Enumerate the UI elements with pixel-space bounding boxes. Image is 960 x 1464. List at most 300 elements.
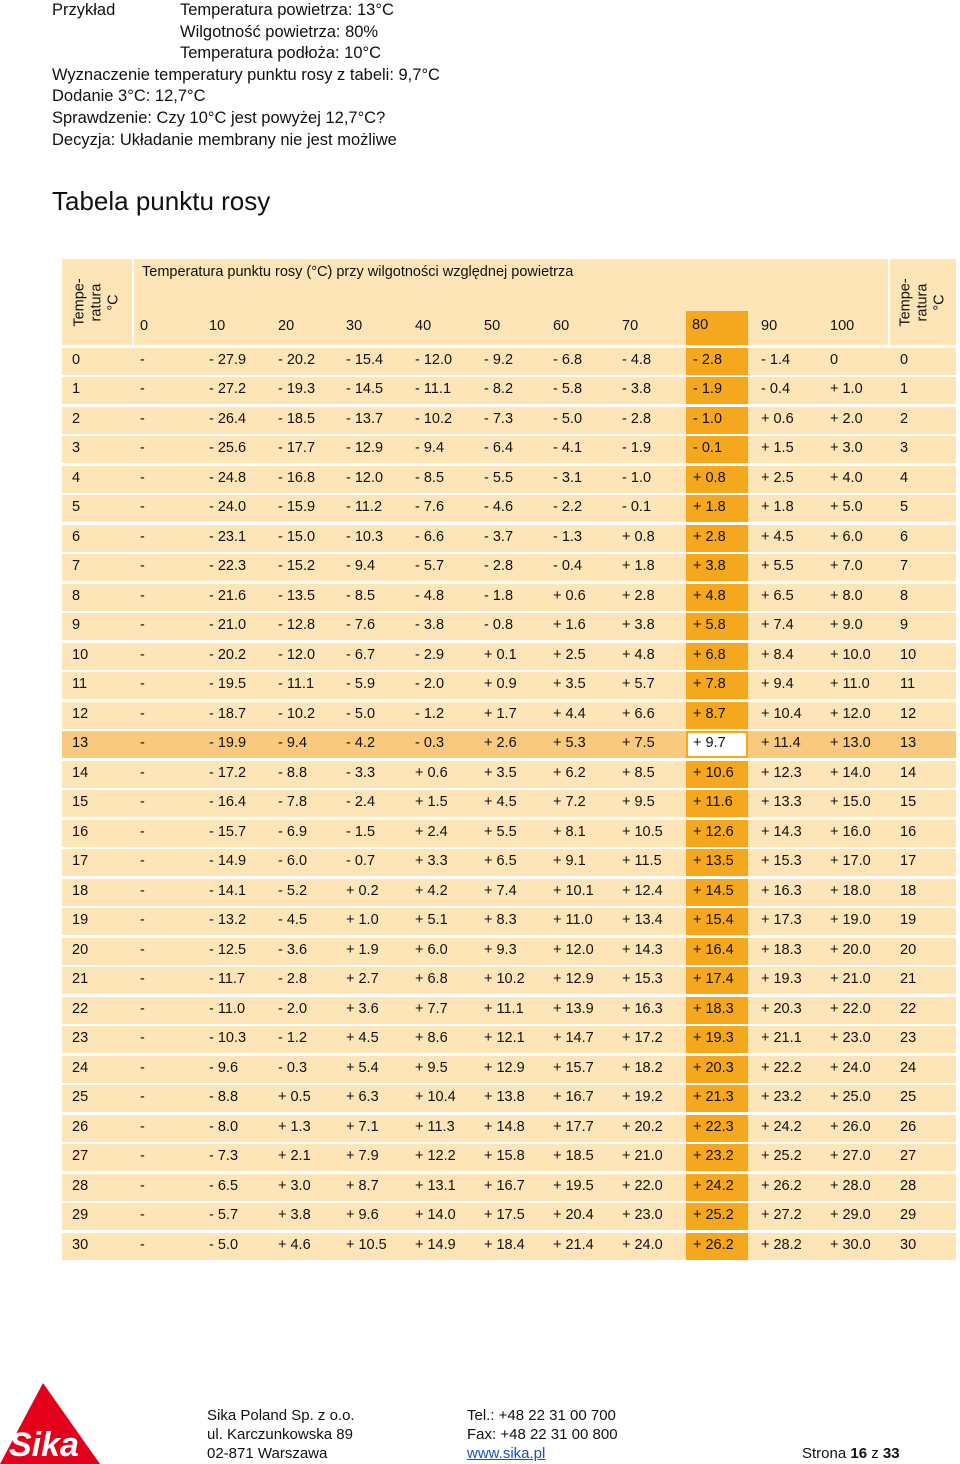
row-temperature: 6 [72, 528, 81, 545]
dew-point-value: + 20.3 [761, 1000, 802, 1017]
dew-point-value: + 3.8 [278, 1207, 311, 1224]
row-temperature: 20 [72, 941, 89, 958]
dew-point-value: + 6.0 [830, 528, 863, 545]
footer-address [207, 1406, 355, 1463]
dew-point-value: + 18.3 [693, 1000, 734, 1017]
row-temperature-right: 19 [900, 912, 917, 929]
dew-point-value: - 10.3 [209, 1030, 247, 1047]
table-row [62, 1233, 956, 1260]
dew-point-value: + 0.2 [346, 882, 379, 899]
table-row [62, 495, 956, 522]
table-row [62, 377, 956, 404]
dew-point-value: - 5.0 [346, 705, 376, 722]
dew-point-value: - 8.5 [346, 587, 376, 604]
table-header [62, 259, 956, 345]
dew-point-value: + 19.5 [553, 1177, 594, 1194]
dew-point-value: + 20.0 [830, 941, 871, 958]
dew-point-value: + 14.5 [693, 882, 734, 899]
dew-point-value: - 10.2 [278, 705, 316, 722]
row-temperature-right: 18 [900, 882, 917, 899]
dew-point-value: + 21.4 [553, 1236, 594, 1253]
table-row [62, 1144, 956, 1171]
dew-point-value: + 12.0 [553, 941, 594, 958]
fax-number: Fax: +48 22 31 00 800 [467, 1426, 618, 1443]
dew-point-value: + 16.7 [553, 1089, 594, 1106]
dew-point-value: - 9.4 [278, 735, 308, 752]
dew-point-value: + 11.3 [415, 1118, 455, 1135]
example-line: Wilgotność powietrza: 80% [180, 22, 379, 41]
dew-point-value: + 16.0 [830, 823, 871, 840]
dew-point-value: - 3.6 [278, 941, 308, 958]
dew-point-value: + 6.8 [693, 646, 726, 663]
dew-point-value: + 6.5 [484, 853, 517, 870]
dew-point-value: - 2.8 [622, 410, 652, 427]
example-block [52, 0, 440, 151]
dew-point-value: + 9.7 [693, 735, 726, 752]
dew-point-value: + 6.3 [346, 1089, 379, 1106]
dew-point-value: - 13.5 [278, 587, 316, 604]
dew-point-value: - [140, 440, 145, 457]
dew-point-value: - 24.8 [209, 469, 247, 486]
dew-point-value: + 9.3 [484, 941, 517, 958]
row-temperature-right: 3 [900, 440, 909, 457]
row-temperature-right: 26 [900, 1118, 917, 1135]
table-row [62, 1203, 956, 1230]
dew-point-value: - [140, 469, 145, 486]
table-row [62, 407, 956, 434]
dew-point-value: - [140, 646, 145, 663]
dew-point-value: - 0.3 [278, 1059, 308, 1076]
row-temperature: 23 [72, 1030, 89, 1047]
row-temperature: 1 [72, 381, 81, 398]
dew-point-value: - 5.5 [484, 469, 514, 486]
dew-point-value: + 1.8 [693, 499, 726, 516]
dew-point-value: + 17.7 [553, 1118, 594, 1135]
page-total: 33 [882, 1445, 900, 1462]
dew-point-value: - 1.0 [693, 410, 723, 427]
dew-point-value: + 3.0 [830, 440, 863, 457]
dew-point-value: + 25.2 [761, 1148, 802, 1165]
dew-point-value: + 4.4 [553, 705, 586, 722]
dew-point-value: + 6.6 [622, 705, 655, 722]
dew-point-value: - 0.4 [761, 381, 791, 398]
row-temperature: 17 [72, 853, 89, 870]
dew-point-value: + 2.1 [278, 1148, 311, 1165]
dew-point-value: - 14.9 [209, 853, 247, 870]
dew-point-value: + 26.2 [761, 1177, 802, 1194]
dew-point-value: - [140, 823, 145, 840]
row-temperature-right: 14 [900, 764, 917, 781]
dew-point-value: + 0.6 [761, 410, 794, 427]
dew-point-value: - 27.2 [209, 381, 247, 398]
table-row [62, 554, 956, 581]
dew-point-value: - 9.4 [415, 440, 445, 457]
row-temperature: 19 [72, 912, 89, 929]
table-row [62, 1026, 956, 1053]
dew-point-value: + 7.1 [346, 1118, 379, 1135]
dew-point-value: - 21.6 [209, 587, 247, 604]
dew-point-value: - 15.9 [278, 499, 316, 516]
dew-point-value: + 2.8 [622, 587, 655, 604]
dew-point-value: + 6.2 [553, 764, 586, 781]
dew-point-value: + 6.5 [761, 587, 794, 604]
dew-point-value: - 15.0 [278, 528, 316, 545]
dew-point-value: - 5.2 [278, 882, 308, 899]
dew-point-value: - [140, 882, 145, 899]
dew-point-value: + 24.0 [830, 1059, 871, 1076]
dew-point-value: - 2.8 [693, 351, 723, 368]
dew-point-value: + 0.1 [484, 646, 517, 663]
dew-point-value: + 7.0 [830, 558, 863, 575]
table-row [62, 1174, 956, 1201]
dew-point-value: + 12.2 [415, 1148, 456, 1165]
row-temperature: 0 [72, 351, 81, 368]
dew-point-value: + 5.1 [415, 912, 448, 929]
dew-point-value: + 7.4 [761, 617, 794, 634]
row-temperature-right: 0 [900, 351, 909, 368]
dew-point-value: - 6.8 [553, 351, 583, 368]
table-row [62, 584, 956, 611]
dew-point-value: - 12.9 [346, 440, 384, 457]
row-temperature-right: 1 [900, 381, 909, 398]
row-temperature: 3 [72, 440, 81, 457]
dew-point-value: + 19.3 [761, 971, 802, 988]
example-line: Sprawdzenie: Czy 10°C jest powyżej 12,7°C? [52, 108, 386, 127]
row-temperature-right: 8 [900, 587, 909, 604]
dew-point-value: + 3.5 [553, 676, 586, 693]
table-row [62, 1056, 956, 1083]
dew-point-value: + 8.7 [346, 1177, 379, 1194]
row-temperature-right: 11 [900, 676, 916, 693]
dew-point-value: - 13.2 [209, 912, 247, 929]
dew-point-value: + 10.5 [622, 823, 663, 840]
dew-point-value: - 1.0 [622, 469, 652, 486]
dew-point-value: + 24.2 [761, 1118, 802, 1135]
dew-point-value: + 9.4 [761, 676, 794, 693]
company-name: Sika Poland Sp. z o.o. [207, 1407, 355, 1424]
table-row [62, 672, 956, 699]
table-row [62, 1085, 956, 1112]
dew-point-value: - [140, 351, 145, 368]
dew-point-value: - 1.4 [761, 351, 791, 368]
dew-point-value: + 13.8 [484, 1089, 525, 1106]
page-number [802, 1444, 900, 1463]
dew-point-value: + 12.9 [484, 1059, 525, 1076]
humidity-80-highlight [686, 311, 748, 345]
dew-point-value: - 11.2 [346, 499, 383, 516]
dew-point-value: + 14.3 [761, 823, 802, 840]
dew-point-value: + 1.0 [830, 381, 863, 398]
dew-point-value: + 18.3 [761, 941, 802, 958]
dew-point-value: + 1.5 [761, 440, 794, 457]
dew-point-value: + 8.1 [553, 823, 586, 840]
dew-point-value: - 4.2 [346, 735, 376, 752]
dew-point-value: - 8.8 [209, 1089, 239, 1106]
dew-point-value: + 18.5 [553, 1148, 594, 1165]
row-temperature-right: 20 [900, 941, 917, 958]
dew-point-value: - 7.3 [484, 410, 514, 427]
dew-point-value: + 26.0 [830, 1118, 871, 1135]
dew-point-value: + 1.8 [622, 558, 655, 575]
dew-point-value: + 11.0 [553, 912, 593, 929]
dew-point-value: - 20.2 [278, 351, 316, 368]
table-row [62, 908, 956, 935]
dew-point-value: - 10.3 [346, 528, 384, 545]
sika-logo [0, 1383, 100, 1464]
row-temperature: 25 [72, 1089, 89, 1106]
dew-point-value: + 0.5 [278, 1089, 311, 1106]
dew-point-value: + 8.5 [622, 764, 655, 781]
table-row [62, 466, 956, 493]
table-row [62, 643, 956, 670]
dew-point-value: + 5.8 [693, 617, 726, 634]
dew-point-value: + 21.0 [622, 1148, 663, 1165]
dew-point-value: - 19.5 [209, 676, 247, 693]
row-temperature: 24 [72, 1059, 89, 1076]
dew-point-value: + 28.2 [761, 1236, 802, 1253]
left-temperature-header-text: Tempe- ratura °C [71, 277, 122, 327]
dew-point-value: - 6.4 [484, 440, 514, 457]
row-temperature-right: 5 [900, 499, 909, 516]
table-caption: Temperatura punktu rosy (°C) przy wilgotności względnej powietrza [142, 264, 574, 280]
dew-point-value: - 5.7 [415, 558, 445, 575]
page-label: Strona [802, 1445, 847, 1462]
example-line: Dodanie 3°C: 12,7°C [52, 87, 206, 106]
dew-point-value: + 13.3 [761, 794, 802, 811]
dew-point-value: + 20.2 [622, 1118, 663, 1135]
dew-point-value: - [140, 1000, 145, 1017]
table-body [62, 348, 956, 1260]
example-line: Temperatura powietrza: 13°C [180, 1, 394, 19]
dew-point-value: - 18.7 [209, 705, 247, 722]
dew-point-value: + 0.9 [484, 676, 517, 693]
dew-point-value: - 12.0 [278, 646, 316, 663]
dew-point-value: + 12.3 [761, 764, 802, 781]
dew-point-value: - [140, 1059, 145, 1076]
dew-point-value: + 10.0 [830, 646, 871, 663]
dew-point-value: + 6.8 [415, 971, 448, 988]
dew-point-value: + 13.1 [415, 1177, 456, 1194]
dew-point-value: - 12.8 [278, 617, 316, 634]
dew-point-value: + 17.5 [484, 1207, 525, 1224]
row-temperature-right: 6 [900, 528, 909, 545]
dew-point-value: + 15.0 [830, 794, 871, 811]
page-separator: z [871, 1445, 879, 1462]
dew-point-value: - 6.5 [209, 1177, 239, 1194]
dew-point-value: + 16.3 [622, 1000, 663, 1017]
dew-point-value: - 12.0 [346, 469, 384, 486]
dew-point-value: + 5.0 [830, 499, 863, 516]
table-row [62, 525, 956, 552]
dew-point-value: + 12.1 [484, 1030, 525, 1047]
row-temperature-right: 22 [900, 1000, 917, 1017]
dew-point-value: + 18.4 [484, 1236, 525, 1253]
dew-point-value: + 4.5 [346, 1030, 379, 1047]
dew-point-value: - 20.2 [209, 646, 247, 663]
dew-point-value: - 7.6 [415, 499, 445, 516]
dew-point-value: + 5.5 [761, 558, 794, 575]
table-row [62, 761, 956, 788]
dew-point-value: + 14.7 [553, 1030, 594, 1047]
dew-point-value: - 2.0 [415, 676, 445, 693]
dew-point-value: - [140, 1207, 145, 1224]
example-line: Temperatura podłoża: 10°C [180, 44, 382, 63]
dew-point-value: + 0.8 [622, 528, 655, 545]
dew-point-value: - 23.1 [209, 528, 247, 545]
dew-point-value: - 0.4 [553, 558, 583, 575]
dew-point-value: + 19.0 [830, 912, 871, 929]
dew-point-value: + 0.6 [553, 587, 586, 604]
dew-point-value: - 1.2 [278, 1030, 308, 1047]
dew-point-value: + 29.0 [830, 1207, 871, 1224]
dew-point-value: - 8.8 [278, 764, 308, 781]
dew-point-value: + 27.2 [761, 1207, 802, 1224]
dew-point-value: - 15.7 [209, 823, 247, 840]
dew-point-value: + 15.4 [693, 912, 734, 929]
dew-point-value: + 10.4 [415, 1089, 456, 1106]
right-temperature-header-text: Tempe- ratura °C [897, 277, 948, 327]
dew-point-value: + 18.2 [622, 1059, 663, 1076]
dew-point-value: + 8.4 [761, 646, 794, 663]
humidity-col-header: 50 [484, 318, 501, 334]
dew-point-value: - [140, 558, 145, 575]
dew-point-value: + 8.6 [415, 1030, 448, 1047]
dew-point-value: + 23.0 [622, 1207, 663, 1224]
dew-point-value: - 9.4 [346, 558, 376, 575]
dew-point-value: + 30.0 [830, 1236, 871, 1253]
row-temperature: 13 [72, 735, 89, 752]
humidity-col-header: 70 [622, 318, 639, 334]
dew-point-value: + 16.4 [693, 941, 734, 958]
row-temperature: 8 [72, 587, 81, 604]
dew-point-value: - 16.4 [209, 794, 247, 811]
dew-point-value: - 0.8 [484, 617, 514, 634]
dew-point-value: + 4.5 [761, 528, 794, 545]
dew-point-value: + 16.7 [484, 1177, 525, 1194]
dew-point-value: + 14.9 [415, 1236, 456, 1253]
table-row [62, 790, 956, 817]
dew-point-value: + 7.4 [484, 882, 517, 899]
humidity-col-80: 80 [692, 317, 709, 333]
dew-point-value: - 8.2 [484, 381, 514, 398]
dew-point-value: + 1.9 [346, 941, 379, 958]
row-temperature: 22 [72, 1000, 89, 1017]
dew-point-value: - [140, 528, 145, 545]
dew-point-value: - 2.2 [553, 499, 583, 516]
dew-point-value: + 3.0 [278, 1177, 311, 1194]
dew-point-value: - 19.9 [209, 735, 247, 752]
dew-point-value: - 2.8 [278, 971, 308, 988]
dew-point-value: + 7.8 [693, 676, 726, 693]
row-temperature: 7 [72, 558, 81, 575]
dew-point-value: + 18.0 [830, 882, 871, 899]
row-temperature-right: 15 [900, 794, 917, 811]
dew-point-value: - 19.3 [278, 381, 316, 398]
dew-point-value: + 8.7 [693, 705, 726, 722]
dew-point-value: - 2.0 [278, 1000, 308, 1017]
dew-point-value: - 1.3 [553, 528, 583, 545]
table-row [62, 613, 956, 640]
dew-point-value: + 12.4 [622, 882, 663, 899]
example-line: Decyzja: Układanie membrany nie jest możliwe [52, 130, 397, 149]
page-current: 16 [850, 1445, 868, 1462]
row-temperature: 9 [72, 617, 81, 634]
dew-point-value: + 13.4 [622, 912, 663, 929]
example-line: Wyznaczenie temperatury punktu rosy z tabeli: 9,7°C [52, 65, 440, 84]
dew-point-value: - 8.0 [209, 1118, 239, 1135]
website-link[interactable]: www.sika.pl [467, 1445, 546, 1462]
dew-point-value: - [140, 764, 145, 781]
dew-point-value: + 20.4 [553, 1207, 594, 1224]
dew-point-value: - 6.7 [346, 646, 376, 663]
table-row [62, 820, 956, 847]
dew-point-value: - [140, 1177, 145, 1194]
header-divider [132, 259, 134, 345]
dew-point-value: - 4.6 [484, 499, 514, 516]
dew-point-value: + 24.2 [693, 1177, 734, 1194]
dew-point-value: + 3.3 [415, 853, 448, 870]
dew-point-value: + 1.8 [761, 499, 794, 516]
dew-point-value: + 1.0 [346, 912, 379, 929]
dew-point-value: + 9.5 [415, 1059, 448, 1076]
dew-point-value: + 21.3 [693, 1089, 734, 1106]
dew-point-value: + 8.3 [484, 912, 517, 929]
dew-point-value: - 12.5 [209, 941, 247, 958]
row-temperature-right: 27 [900, 1148, 917, 1165]
row-temperature-right: 4 [900, 469, 909, 486]
table-row [62, 938, 956, 965]
dew-point-value: + 24.0 [622, 1236, 663, 1253]
dew-point-value: - 7.6 [346, 617, 376, 634]
dew-point-value: - 11.0 [209, 1000, 246, 1017]
row-temperature: 30 [72, 1236, 89, 1253]
dew-point-value: - 0.1 [622, 499, 652, 516]
dew-point-value: + 11.5 [622, 853, 662, 870]
dew-point-value: - 12.0 [415, 351, 453, 368]
humidity-col-header: 0 [140, 318, 149, 334]
dew-point-value: - 18.5 [278, 410, 316, 427]
dew-point-value: - [140, 381, 145, 398]
dew-point-value: + 27.0 [830, 1148, 871, 1165]
row-temperature: 16 [72, 823, 89, 840]
dew-point-value: - 11.1 [415, 381, 452, 398]
row-temperature-right: 23 [900, 1030, 917, 1047]
dew-point-value: + 11.1 [484, 1000, 524, 1017]
humidity-col-header: 60 [553, 318, 570, 334]
dew-point-value: + 17.3 [761, 912, 802, 929]
row-temperature-right: 30 [900, 1236, 917, 1253]
row-temperature-right: 28 [900, 1177, 917, 1194]
dew-point-value: + 12.9 [553, 971, 594, 988]
dew-point-value: - 14.5 [346, 381, 384, 398]
dew-point-value: - 3.1 [553, 469, 583, 486]
dew-point-value: + 17.2 [622, 1030, 663, 1047]
dew-point-value: + 4.6 [278, 1236, 311, 1253]
humidity-col-header: 90 [761, 318, 778, 334]
dew-point-value: + 9.6 [346, 1207, 379, 1224]
dew-point-value: + 15.7 [553, 1059, 594, 1076]
dew-point-value: + 22.3 [693, 1118, 734, 1135]
dew-point-value: + 1.3 [278, 1118, 311, 1135]
dew-point-value: - 7.8 [278, 794, 308, 811]
dew-point-value: - 24.0 [209, 499, 247, 516]
left-temperature-header [62, 259, 132, 345]
dew-point-value: - 0.3 [415, 735, 445, 752]
dew-point-value: - 10.2 [415, 410, 453, 427]
dew-point-value: + 2.5 [761, 469, 794, 486]
dew-point-value: + 9.5 [622, 794, 655, 811]
row-temperature: 11 [72, 676, 88, 693]
